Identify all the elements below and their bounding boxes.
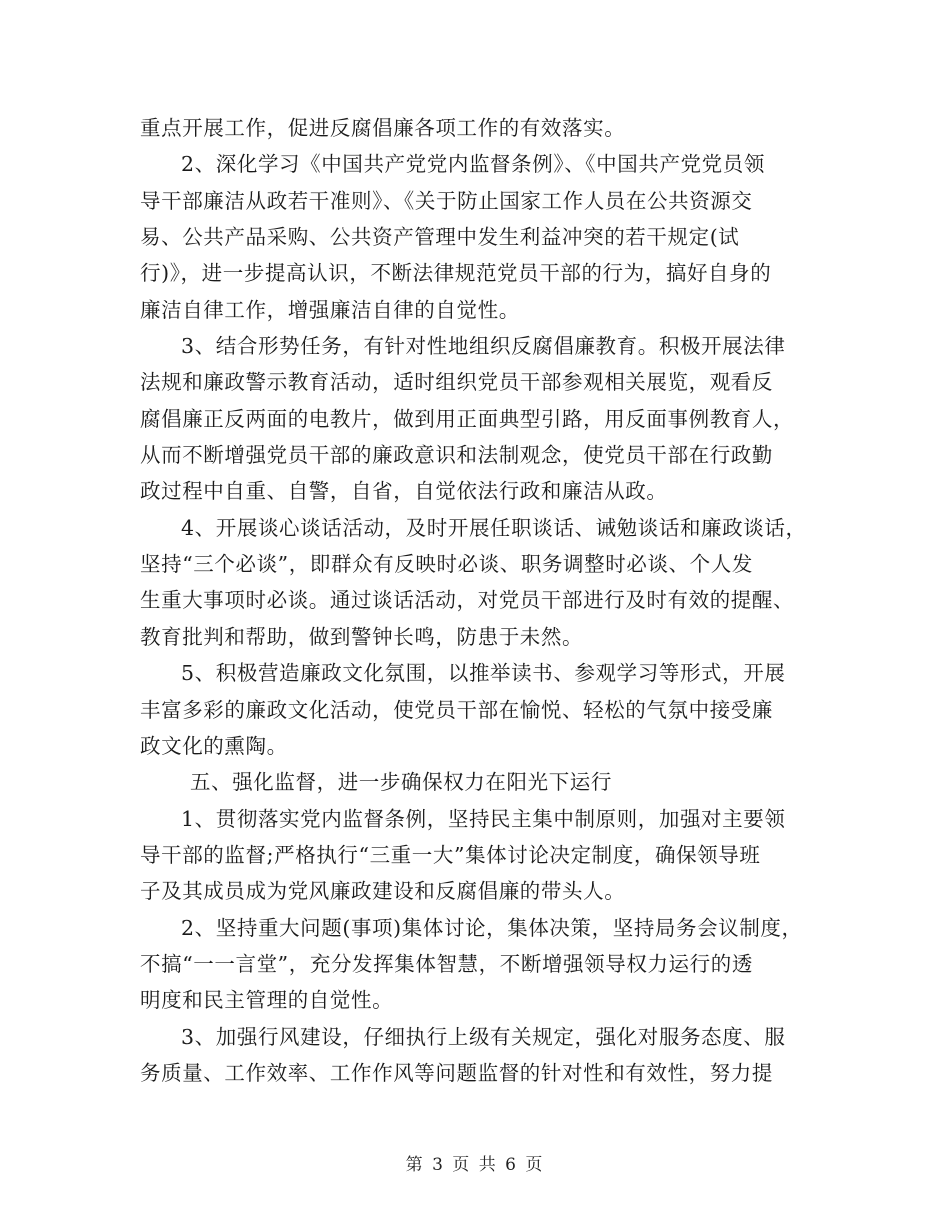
- text-line: 3、加强行风建设，仔细执行上级有关规定，强化对服务态度、服: [181, 1024, 786, 1049]
- page-footer: 第 3 页 共 6 页: [405, 1155, 545, 1175]
- text-line: 行)》，进一步提高认识，不断法律规范党员干部的行为，搞好自身的: [140, 261, 772, 286]
- text-line: 坚持“三个必谈”，即群众有反映时必谈、职务调整时必谈、个人发: [140, 552, 753, 577]
- text-line: 3、结合形势任务，有针对性地组织反腐倡廉教育。积极开展法律: [181, 334, 786, 359]
- section-heading: 五、强化监督，进一步确保权力在阳光下运行: [190, 770, 612, 795]
- text-line: 5、积极营造廉政文化氛围，以推举读书、参观学习等形式，开展: [181, 661, 786, 686]
- text-line: 不搞“一一言堂”，充分发挥集体智慧，不断增强领导权力运行的透: [140, 951, 753, 976]
- text-line: 4、开展谈心谈话活动，及时开展任职谈话、诫勉谈话和廉政谈话，: [181, 515, 807, 540]
- text-line: 易、公共产品采购、公共资产管理中发生利益冲突的若干规定(试: [140, 225, 740, 250]
- text-line: 子及其成员成为党风廉政建设和反腐倡廉的带头人。: [140, 879, 626, 904]
- text-line: 教育批判和帮助，做到警钟长鸣，防患于未然。: [140, 624, 584, 649]
- text-line: 务质量、工作效率、工作作风等问题监督的针对性和有效性，努力提: [140, 1060, 773, 1085]
- text-line: 廉洁自律工作，增强廉洁自律的自觉性。: [140, 297, 520, 322]
- text-line: 丰富多彩的廉政文化活动，使党员干部在愉悦、轻松的气氛中接受廉: [140, 697, 773, 722]
- document-body: [140, 110, 820, 1091]
- text-line: 2、深化学习《中国共产党党内监督条例》、《中国共产党党员领: [181, 152, 765, 177]
- text-line: 从而不断增强党员干部的廉政意识和法制观念，使党员干部在行政勤: [140, 443, 773, 468]
- text-line: 导干部廉洁从政若干准则》、《关于防止国家工作人员在公共资源交: [140, 188, 753, 213]
- text-line: 腐倡廉正反两面的电教片，做到用正面典型引路，用反面事例教育人，: [140, 406, 795, 431]
- text-line: 导干部的监督;严格执行“三重一大”集体讨论决定制度，确保领导班: [140, 842, 761, 867]
- text-line: 政过程中自重、自警，自省，自觉依法行政和廉洁从政。: [140, 479, 668, 504]
- text-line: 2、坚持重大问题(事项)集体讨论，集体决策，坚持局务会议制度，: [181, 915, 803, 940]
- text-line: 1、贯彻落实党内监督条例，坚持民主集中制原则，加强对主要领: [181, 806, 786, 831]
- text-line: 生重大事项时必谈。通过谈话活动，对党员干部进行及时有效的提醒、: [140, 588, 795, 613]
- text-line: 重点开展工作，促进反腐倡廉各项工作的有效落实。: [140, 116, 626, 140]
- text-line: 明度和民主管理的自觉性。: [140, 988, 394, 1013]
- text-line: 法规和廉政警示教育活动，适时组织党员干部参观相关展览，观看反: [140, 370, 773, 395]
- text-line: 政文化的熏陶。: [140, 733, 288, 758]
